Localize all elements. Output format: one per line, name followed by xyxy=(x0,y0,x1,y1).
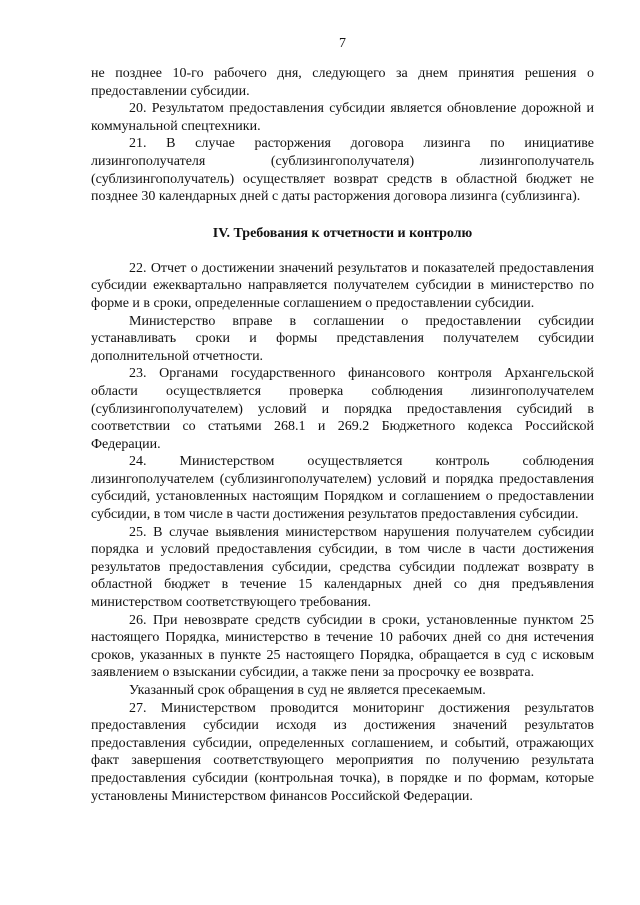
paragraph-26-term: Указанный срок обращения в суд не является пресекаемым. xyxy=(129,683,486,698)
paragraph-22: 22. Отчет о достижении значений результатов и показателей предоставления субсидии ежеквартально направляется получателем субсидии в министерство по форме и в сроки, определенные соглашением о предоставлении субсидии. xyxy=(91,260,594,311)
paragraph-22-additional: Министерство вправе в соглашении о предоставлении субсидии устанавливать сроки и формы представления получателем субсидии дополнительной отчетности. xyxy=(91,313,594,364)
paragraph-continuation: не позднее 10-го рабочего дня, следующего за днем принятия решения о предоставлении субсидии. xyxy=(91,66,594,99)
paragraph-23: 23. Органами государственного финансового контроля Архангельской области осуществляется проверка соблюдения лизингополучателем (сублизингополучателем) условий и порядка предоставления субсидий в соответствии со статьями 268.1 и 269.2 Бюджетного кодекса Российской Федерации. xyxy=(91,366,594,452)
section-heading: IV. Требования к отчетности и контролю xyxy=(212,225,473,241)
page-number: 7 xyxy=(339,36,346,51)
paragraph-24: 24. Министерством осуществляется контроль соблюдения лизингополучателем (сублизингополучателем) условий и порядка предоставления субсидий, установленных настоящим Порядком и соглашением о предоставлении субсидии, в том числе в части достижения результатов предоставления субсидии. xyxy=(91,454,594,523)
paragraph-25: 25. В случае выявления министерством нарушения получателем субсидии порядка и условий предоставления субсидии, в том числе в части достижения результатов предоставления субсидии, средства субсидии подлежат возврату в областной бюджет в течение 15 календарных дней со дня предъявления министерством соответствующего требования. xyxy=(91,524,594,611)
paragraph-26: 26. При невозврате средств субсидии в сроки, установленные пунктом 25 настоящего Порядка, министерство в течение 10 рабочих дней со дня истечения сроков, указанных в пункте 25 настоящего Порядка, обращается в суд с исковым заявлением о взыскании субсидии, а также пени за просрочку ее возврата. xyxy=(91,612,594,681)
paragraph-21: 21. В случае расторжения договора лизинга по инициативе лизингополучателя (сублизингополучателя) лизингополучатель (сублизингополучатель) осуществляет возврат средств в областной бюджет не позднее 30 календарных дней с даты расторжения договора лизинга (сублизинга). xyxy=(91,136,594,205)
paragraph-20: 20. Результатом предоставления субсидии является обновление дорожной и коммунальной спецтехники. xyxy=(91,101,594,134)
paragraph-27: 27. Министерством проводится мониторинг достижения результатов предоставления субсидии исходя из достижения значений результатов предоставления субсидии, определенных соглашением, и событий, отражающих факт завершения соответствующего мероприятия по получению результата предоставления субсидии (контрольная точка), в порядке и по формам, которые установлены Министерством финансов Российской Федерации. xyxy=(91,700,594,804)
